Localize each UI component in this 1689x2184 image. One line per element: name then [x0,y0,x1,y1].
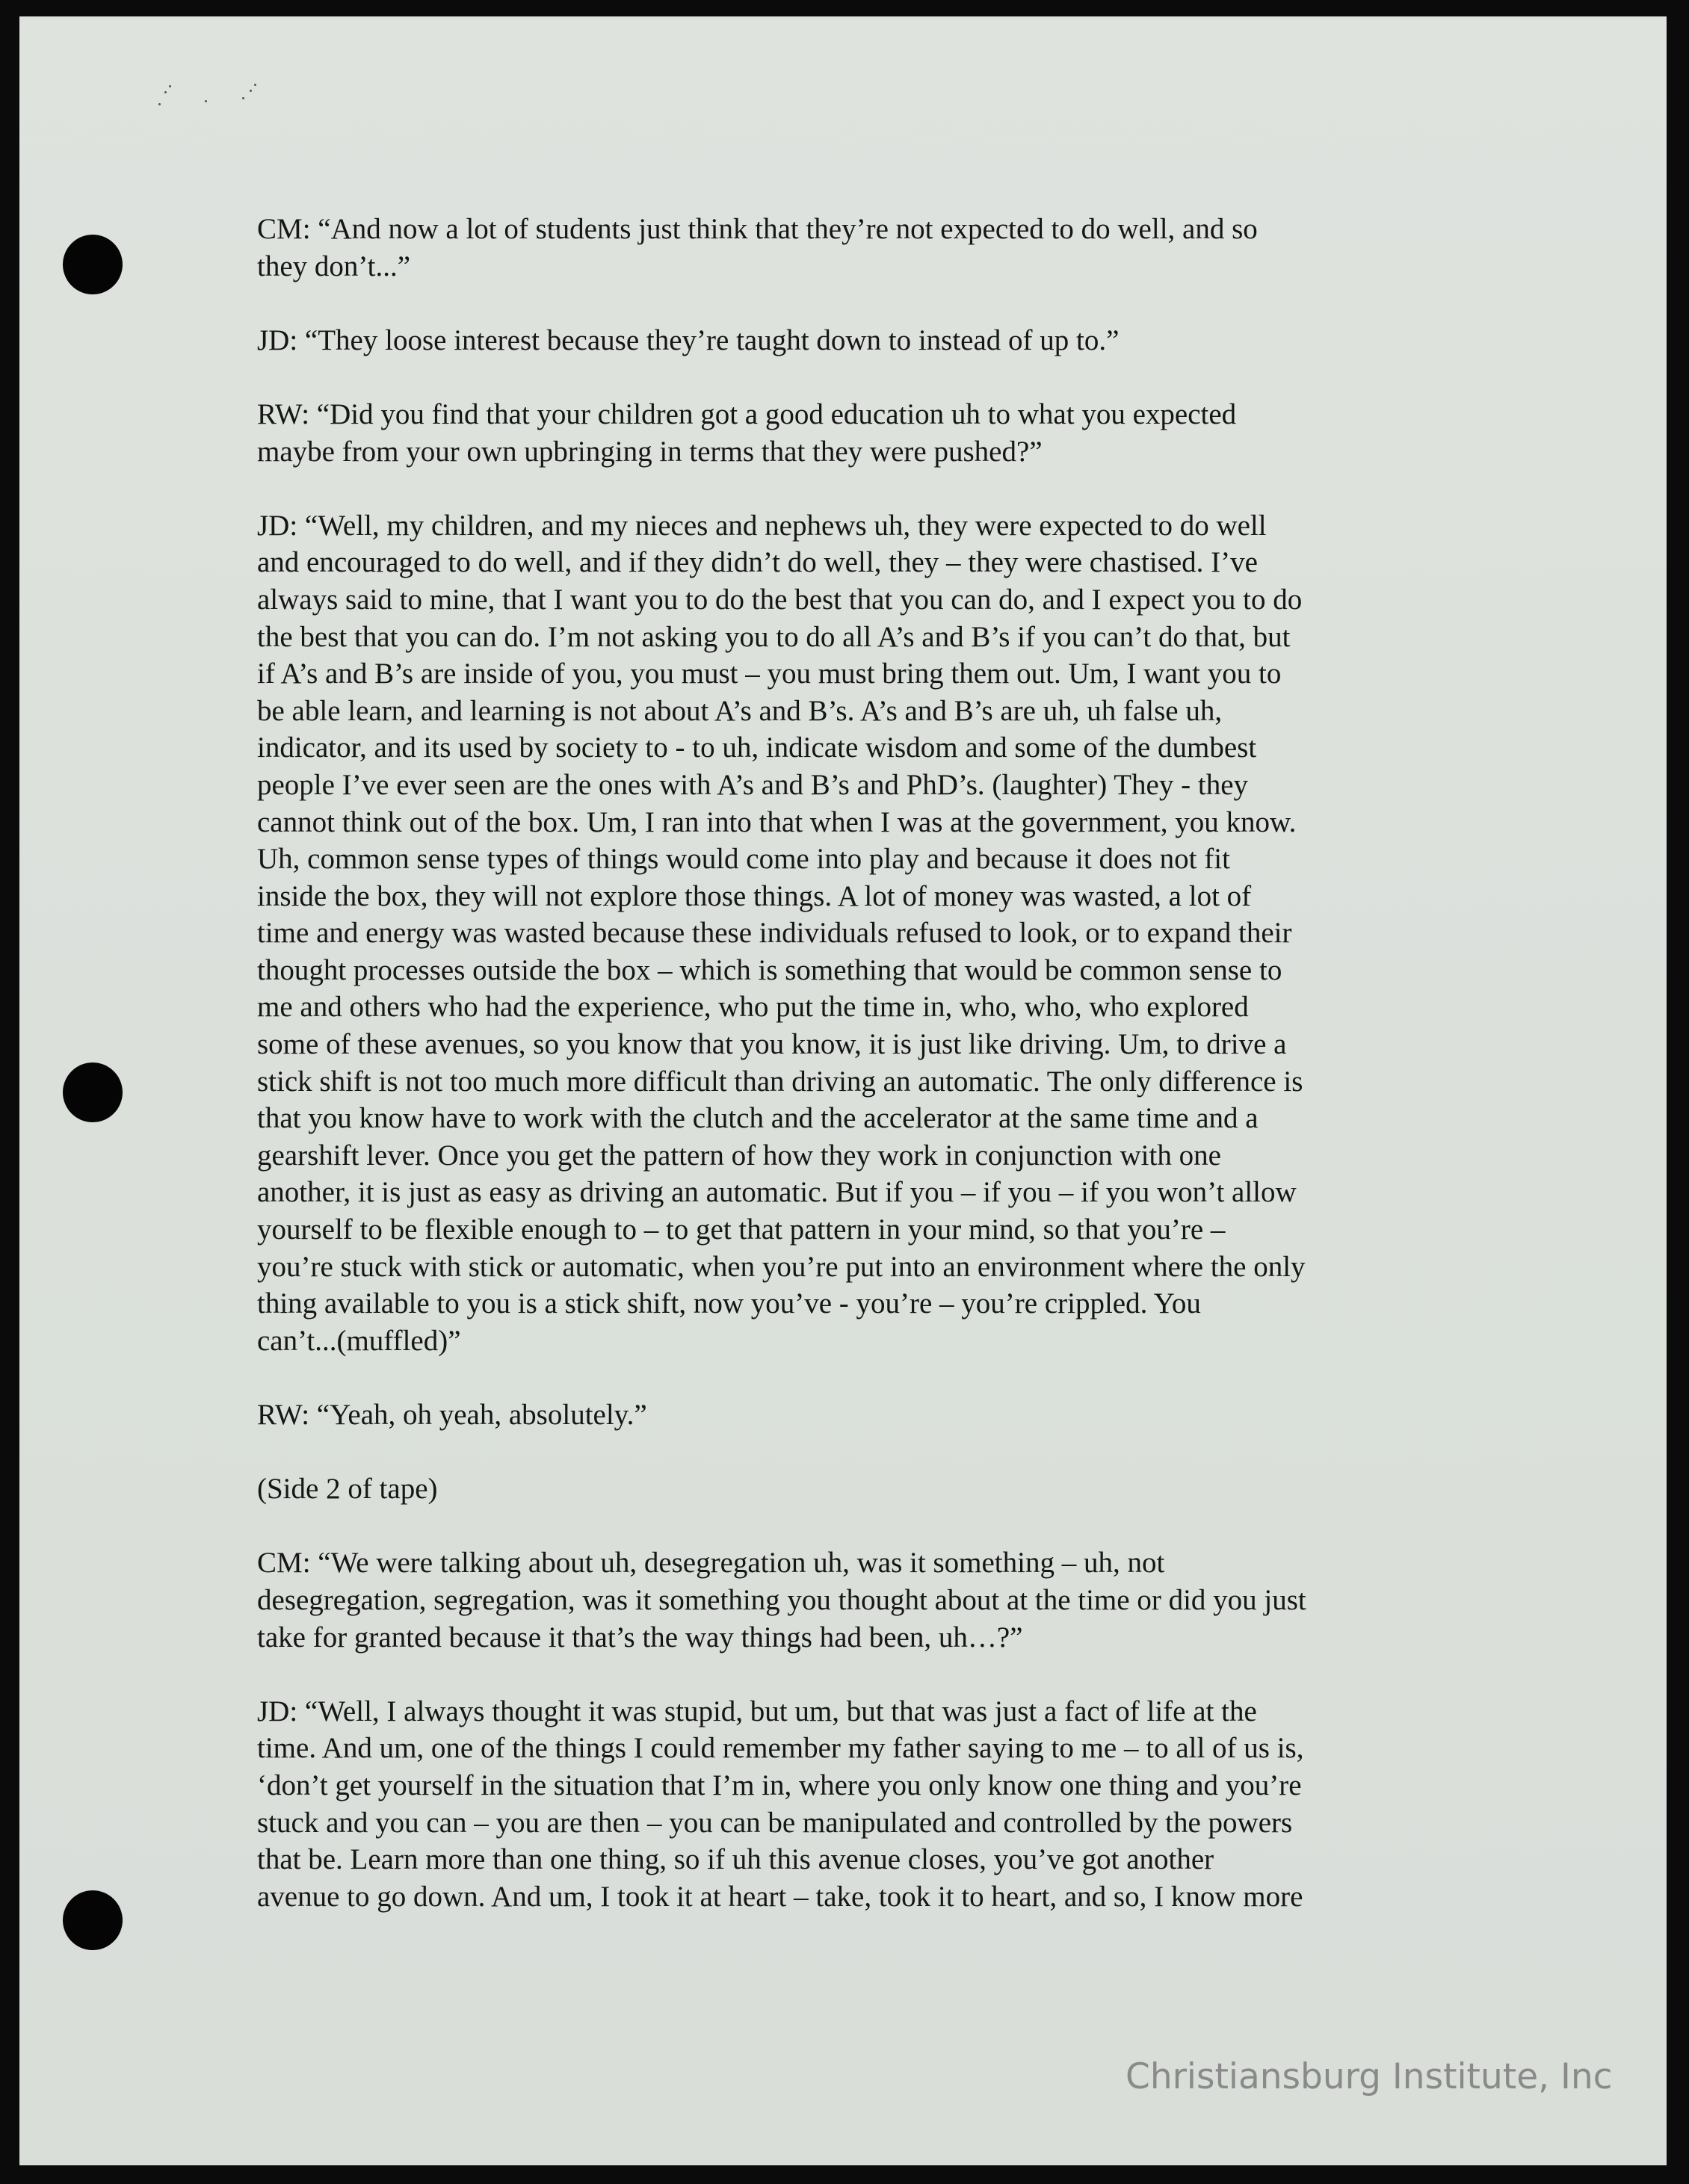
transcript-line: always said to mine, that I want you to do the best that you can do, and I expect you to do [257,583,1303,616]
transcript-line: and encouraged to do well, and if they didn’t do well, they – they were chastised. I’ve [257,546,1258,579]
transcript-line: yourself to be flexible enough to – to get that pattern in your mind, so that you’re – [257,1213,1226,1246]
transcript-line: indicator, and its used by society to - to uh, indicate wisdom and some of the dumbest [257,731,1257,764]
transcript-paragraph [257,1470,1430,1508]
watermark: Christiansburg Institute, Inc [1126,2056,1613,2097]
transcript-line: gearshift lever. Once you get the pattern of how they work in conjunction with one [257,1139,1221,1172]
punch-hole-top [63,235,123,294]
transcript-line: if A’s and B’s are inside of you, you must – you must bring them out. Um, I want you to [257,658,1282,690]
paper-specks [154,84,288,129]
transcript-line: they don’t...” [257,250,411,282]
speck [164,91,167,93]
transcript-paragraph [257,1693,1430,1916]
speck [205,100,207,102]
transcript-text [257,211,1430,1952]
transcript-line: that you know have to work with the clutch and the accelerator at the same time and a [257,1102,1259,1135]
transcript-line: avenue to go down. And um, I took it at heart – take, took it to heart, and so, I know more [257,1880,1303,1913]
transcript-line: stick shift is not too much more difficult than driving an automatic. The only difference is [257,1065,1303,1098]
speck [250,90,252,92]
transcript-paragraph [257,1396,1430,1434]
speck [242,97,244,99]
transcript-line: the best that you can do. I’m not asking you to do all A’s and B’s if you can’t do that, but [257,620,1291,653]
transcript-paragraph [257,507,1430,1360]
punch-hole-middle [63,1062,123,1122]
transcript-line: some of these avenues, so you know that you know, it is just like driving. Um, to drive a [257,1028,1287,1061]
punch-hole-bottom [63,1890,123,1950]
transcript-line: time and energy was wasted because these individuals refused to look, or to expand their [257,917,1292,950]
transcript-paragraph [257,322,1430,359]
transcript-line: people I’ve ever seen are the ones with A’s and B’s and PhD’s. (laughter) They - they [257,768,1248,801]
transcript-line: can’t...(muffled)” [257,1324,461,1357]
transcript-line: CM: “And now a lot of students just think that they’re not expected to do well, and so [257,213,1258,245]
transcript-line: CM: “We were talking about uh, desegregation uh, was it something – uh, not [257,1547,1165,1580]
transcript-line: RW: “Did you find that your children got a good education uh to what you expected [257,397,1237,430]
transcript-line: that be. Learn more than one thing, so if uh this avenue closes, you’ve got another [257,1843,1214,1876]
speck [158,103,161,105]
transcript-line: Uh, common sense types of things would come into play and because it does not fit [257,843,1230,876]
transcript-line: time. And um, one of the things I could remember my father saying to me – to all of us is, [257,1732,1304,1765]
transcript-line: JD: “Well, my children, and my nieces and nephews uh, they were expected to do well [257,509,1267,542]
transcript-line: another, it is just as easy as driving an automatic. But if you – if you – if you won’t allow [257,1176,1297,1209]
transcript-line: inside the box, they will not explore those things. A lot of money was wasted, a lot of [257,879,1252,912]
transcript-paragraph [257,1544,1430,1656]
speck [254,84,256,86]
speck [169,85,171,87]
transcript-line: thought processes outside the box – which is something that would be common sense to [257,953,1282,986]
transcript-line: take for granted because it that’s the way things had been, uh…?” [257,1621,1023,1654]
transcript-line: (Side 2 of tape) [257,1473,438,1506]
transcript-line: ‘don’t get yourself in the situation that I’m in, where you only know one thing and you’re [257,1769,1302,1801]
transcript-line: maybe from your own upbringing in terms that they were pushed?” [257,435,1043,468]
transcript-line: thing available to you is a stick shift, now you’ve - you’re – you’re crippled. You [257,1287,1201,1320]
transcript-paragraph [257,211,1430,285]
transcript-paragraph [257,396,1430,470]
transcript-line: RW: “Yeah, oh yeah, absolutely.” [257,1399,647,1431]
transcript-line: desegregation, segregation, was it something you thought about at the time or did you just [257,1583,1306,1616]
transcript-line: you’re stuck with stick or automatic, when you’re put into an environment where the only [257,1250,1306,1283]
transcript-line: JD: “Well, I always thought it was stupid, but um, but that was just a fact of life at the [257,1695,1257,1727]
transcript-line: me and others who had the experience, who put the time in, who, who, who explored [257,991,1249,1024]
transcript-line: cannot think out of the box. Um, I ran into that when I was at the government, you know. [257,805,1297,838]
transcript-line: stuck and you can – you are then – you can be manipulated and controlled by the powers [257,1806,1293,1839]
transcript-line: JD: “They loose interest because they’re taught down to instead of up to.” [257,324,1120,356]
transcript-line: be able learn, and learning is not about A’s and B’s. A’s and B’s are uh, uh false uh, [257,694,1223,727]
